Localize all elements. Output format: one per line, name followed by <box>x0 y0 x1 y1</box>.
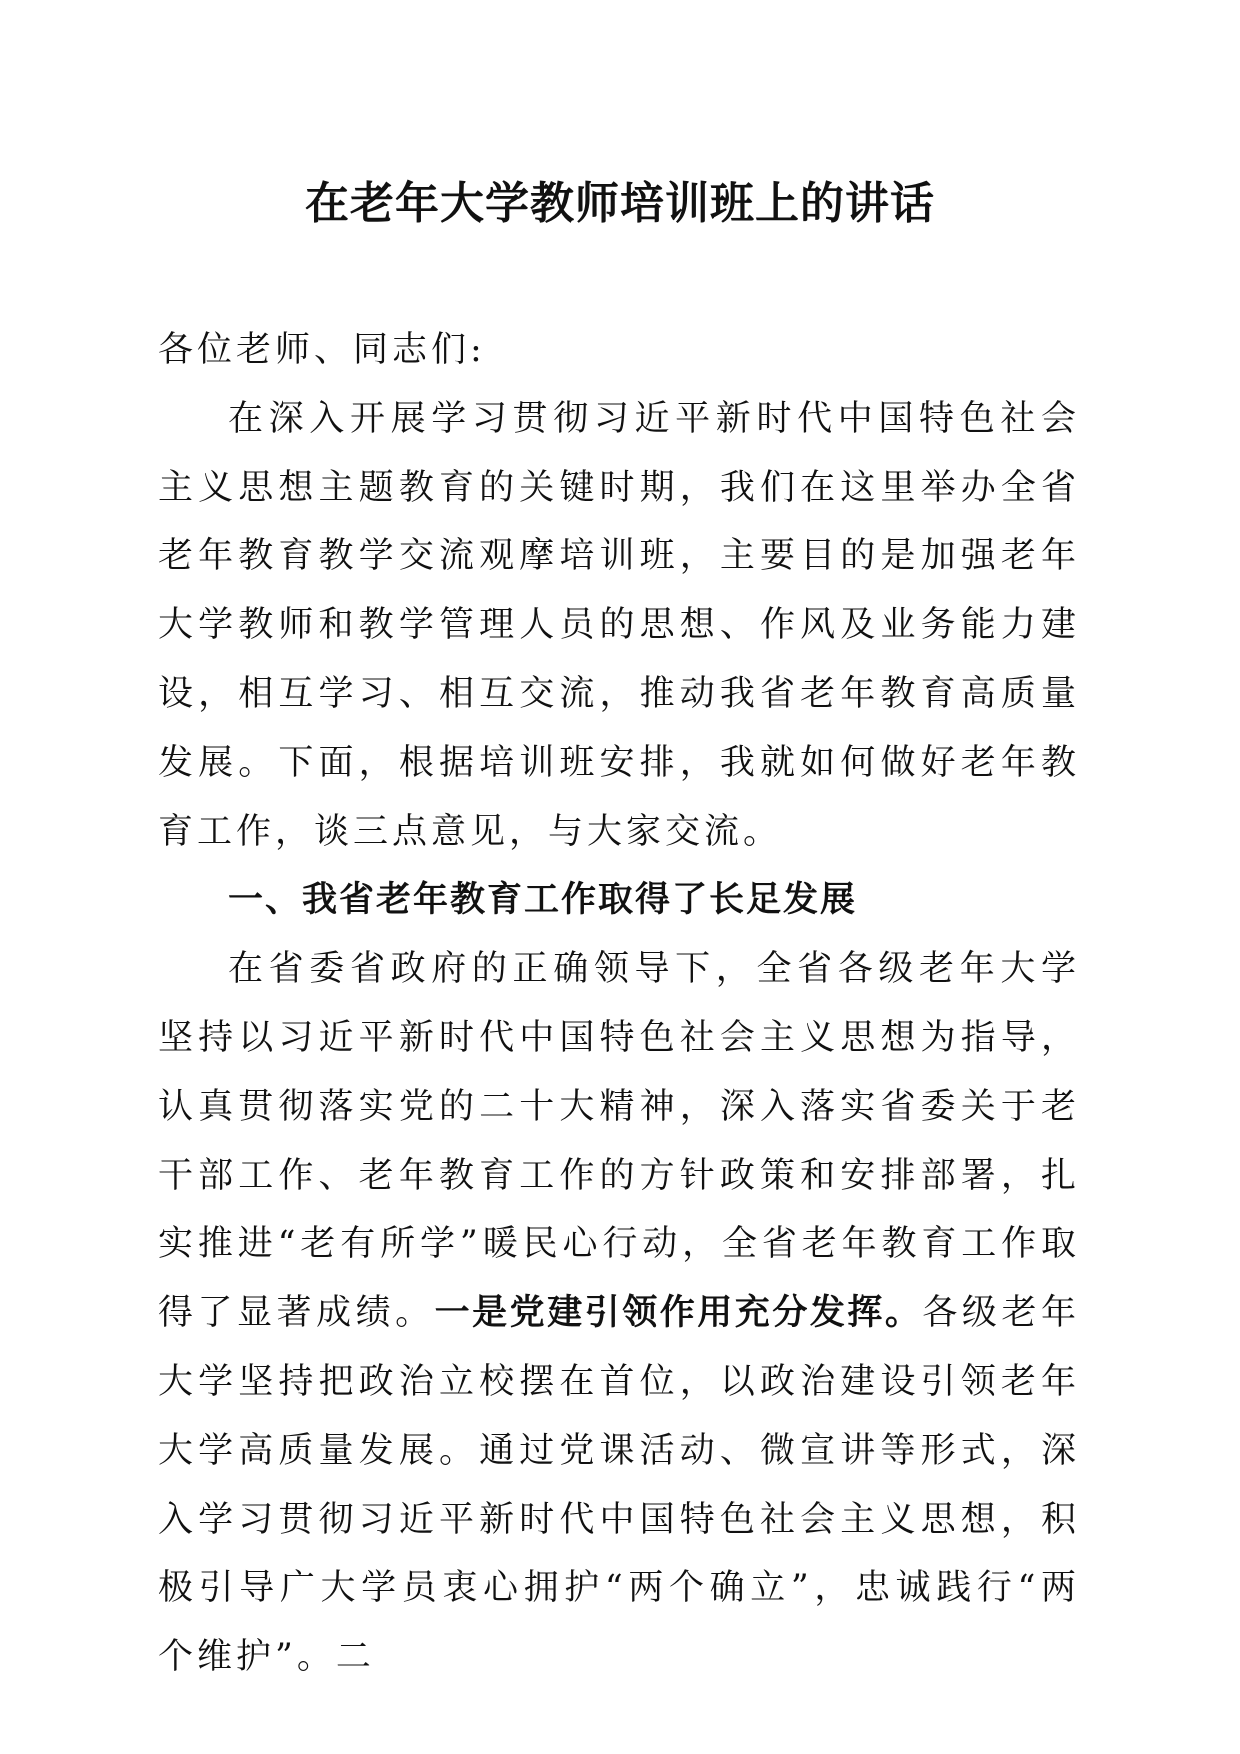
intro-paragraph: 在深入开展学习贯彻习近平新时代中国特色社会主义思想主题教育的关键时期，我们在这里举办全省老年教育教学交流观摩培训班，主要目的是加强老年大学教师和教学管理人员的思想、作风及业务能力建设，相互学习、相互交流，推动我省老年教育高质量发展。下面，根据培训班安排，我就如何做好老年教育工作，谈三点意见，与大家交流。 <box>158 398 1080 852</box>
document-title: 在老年大学教师培训班上的讲话 <box>305 178 935 229</box>
salutation: 各位老师、同志们: <box>158 330 486 370</box>
section-1-lead-text: 在省委省政府的正确领导下，全省各级老年大学坚持以习近平新时代中国特色社会主义思想为指导，认真贯彻落实党的二十大精神，深入落实省委关于老干部工作、老年教育工作的方针政策和安排部署，扎实推进“老有所学”暖民心行动，全省老年教育工作取得了显著成绩。 <box>158 949 1080 1334</box>
document-body <box>158 316 1080 1692</box>
point-1-text: 各级老年大学坚持把政治立校摆在首位，以政治建设引领老年大学高质量发展。通过党课活动、微宣讲等形式，深入学习贯彻习近平新时代中国特色社会主义思想，积极引导广大学员衷心拥护“两个确立”，忠诚践行“两个维护”。二 <box>158 1293 1080 1678</box>
section-1-paragraph <box>158 935 1080 1692</box>
point-1-title: 一是党建引领作用充分发挥。 <box>434 1293 923 1334</box>
section-heading-1: 一、我省老年教育工作取得了长足发展 <box>228 880 858 921</box>
